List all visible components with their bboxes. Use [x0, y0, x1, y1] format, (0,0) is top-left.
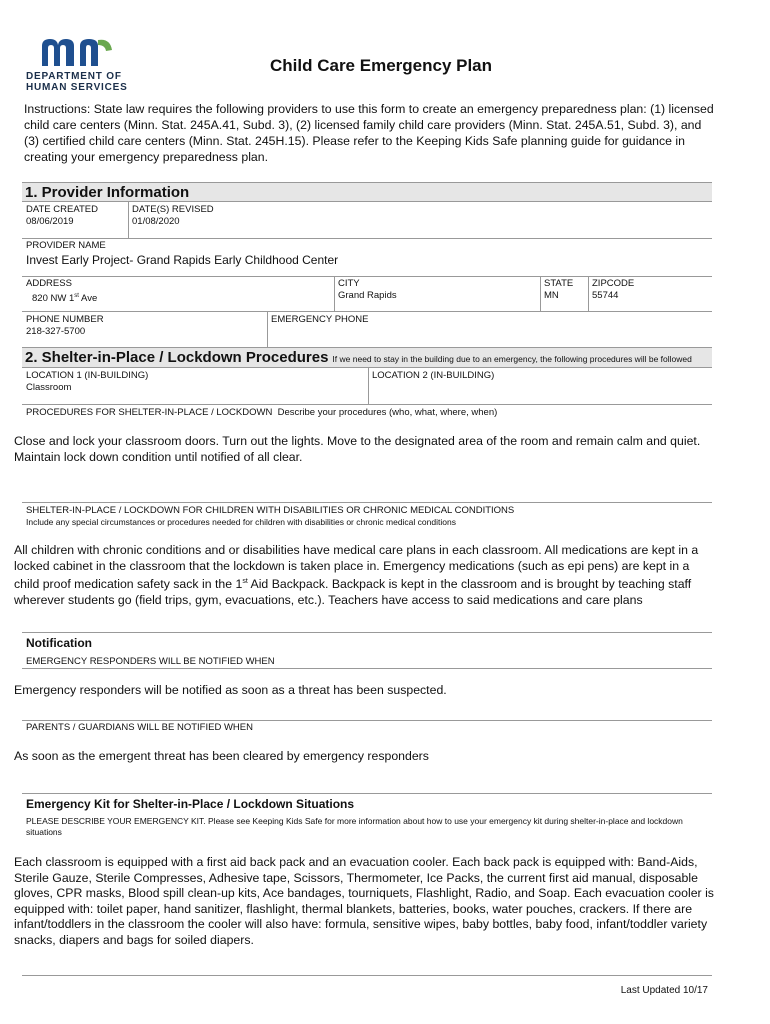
parents-label: PARENTS / GUARDIANS WILL BE NOTIFIED WHEN [26, 722, 253, 733]
section2-header [22, 347, 712, 368]
kit-hint: PLEASE DESCRIBE YOUR EMERGENCY KIT. Please see Keeping Kids Safe for more information about how to use your emergency kit during shelter-in-place and lockdown situations [26, 816, 683, 837]
address-main: 820 NW 1 [32, 293, 75, 305]
section2-note: If we need to stay in the building due to an emergency, the following procedures will be followed [332, 354, 692, 364]
provider-name-label: PROVIDER NAME [26, 240, 106, 251]
emergency-phone-field[interactable] [271, 326, 701, 340]
notification-title: Notification [26, 636, 92, 650]
city-field[interactable]: Grand Rapids [338, 290, 397, 301]
parents-field[interactable]: As soon as the emergent threat has been cleared by emergency responders [14, 749, 429, 763]
disabilities-sup: st [242, 578, 248, 585]
zip-field[interactable]: 55744 [592, 290, 619, 301]
state-label: STATE [544, 278, 574, 289]
disabilities-text: All children with chronic conditions and or disabilities have medical care plans in each classroom. All medications are kept in a locked cabinet in the classroom that the lockdown is taken place in. Emergency medications (such as epi pens) are kept in a child proof medication safety sack in the 1 [14, 543, 699, 592]
section1-title: 1. Provider Information [25, 184, 190, 201]
address-label: ADDRESS [26, 278, 72, 289]
responders-field[interactable]: Emergency responders will be notified as soon as a threat has been suspected. [14, 683, 447, 697]
emergency-phone-label: EMERGENCY PHONE [271, 314, 369, 325]
address-suffix: Ave [78, 293, 98, 305]
date-revised-field[interactable]: 01/08/2020 [132, 216, 180, 227]
state-field[interactable]: MN [544, 290, 559, 301]
date-created-label: DATE CREATED [26, 204, 98, 215]
procedures-label-row [26, 407, 497, 418]
section1-header [22, 182, 712, 202]
provider-name-field[interactable]: Invest Early Project- Grand Rapids Early Childhood Center [26, 253, 339, 267]
kit-field[interactable]: Each classroom is equipped with a first aid back pack and an evacuation cooler. Each back pack is equipped with: Band-Aids, Sterile Gauze, Sterile Compresses, Adhesive tape, Scissors, Thermometer, Ice Packs, the current first aid manual, disposable gloves, CPR masks, Blood spill clean-up kits, Ace bandages, tourniquets, Flashlight, Radio, and Soap. Each evacuation cooler is equipped with: toilet paper, hand sanitizer, flashlight, thermal blankets, batteries, books, water pouches, crackers. If there are infant/toddlers in the classroom the cooler will also have: formula, sensitive wipes, baby bottles, baby food, infant/toddler variety snacks, diapers and bags for soiled diapers. [14, 855, 714, 947]
instructions: Instructions: State law requires the following providers to use this form to create an emergency preparedness plan: (1) licensed child care centers (Minn. Stat. 245A.41, Subd. 3), (2) licensed family child care providers (Minn. Stat. 245A.51, Subd. 3), and (3) certified child care centers (Minn. Stat. 245H.15). Please refer to the Keeping Kids Safe planning guide for guidance in creating your emergency preparedness plan. [24, 102, 714, 164]
date-revised-label: DATE(S) REVISED [132, 204, 214, 215]
department-name [26, 71, 128, 93]
disabilities-hint: Include any special circumstances or procedures needed for children with disabilities or chronic medical conditions [26, 517, 456, 527]
procedures-field[interactable]: Close and lock your classroom doors. Turn out the lights. Move to the designated area of the room and remain calm and quiet. Maintain lock down condition until notified of all clear. [14, 434, 701, 464]
location2-label: LOCATION 2 (IN-BUILDING) [372, 370, 495, 381]
section2-title: 2. Shelter-in-Place / Lockdown Procedures [25, 349, 329, 366]
phone-label: PHONE NUMBER [26, 314, 104, 325]
disabilities-text-cont: Aid Backpack. Backpack is kept in the classroom and is brought by teaching staff wherever students go (field trips, gym, evacuations, etc.). Teachers have access to said medications and care plans [14, 577, 692, 607]
zip-label: ZIPCODE [592, 278, 635, 289]
city-label: CITY [338, 278, 360, 289]
procedures-label: PROCEDURES FOR SHELTER-IN-PLACE / LOCKDOWN [26, 407, 273, 418]
address-field[interactable] [32, 290, 97, 305]
address-sup: st [74, 293, 79, 299]
last-updated: Last Updated 10/17 [620, 985, 708, 996]
department-line1: DEPARTMENT OF [26, 71, 122, 82]
page-title: Child Care Emergency Plan [270, 56, 493, 75]
location1-label: LOCATION 1 (IN-BUILDING) [26, 370, 149, 381]
location2-field[interactable] [372, 382, 702, 396]
location1-field[interactable]: Classroom [26, 382, 72, 393]
kit-title: Emergency Kit for Shelter-in-Place / Lockdown Situations [26, 797, 355, 811]
procedures-hint: Describe your procedures (who, what, where, when) [277, 407, 498, 418]
responders-label: EMERGENCY RESPONDERS WILL BE NOTIFIED WHEN [26, 656, 275, 667]
disabilities-field[interactable] [14, 543, 718, 608]
date-created-field[interactable]: 08/06/2019 [26, 216, 74, 227]
phone-field[interactable]: 218-327-5700 [26, 326, 86, 337]
department-line2: HUMAN SERVICES [26, 82, 128, 93]
disabilities-label: SHELTER-IN-PLACE / LOCKDOWN FOR CHILDREN WITH DISABILITIES OR CHRONIC MEDICAL CONDITIONS [26, 505, 515, 516]
